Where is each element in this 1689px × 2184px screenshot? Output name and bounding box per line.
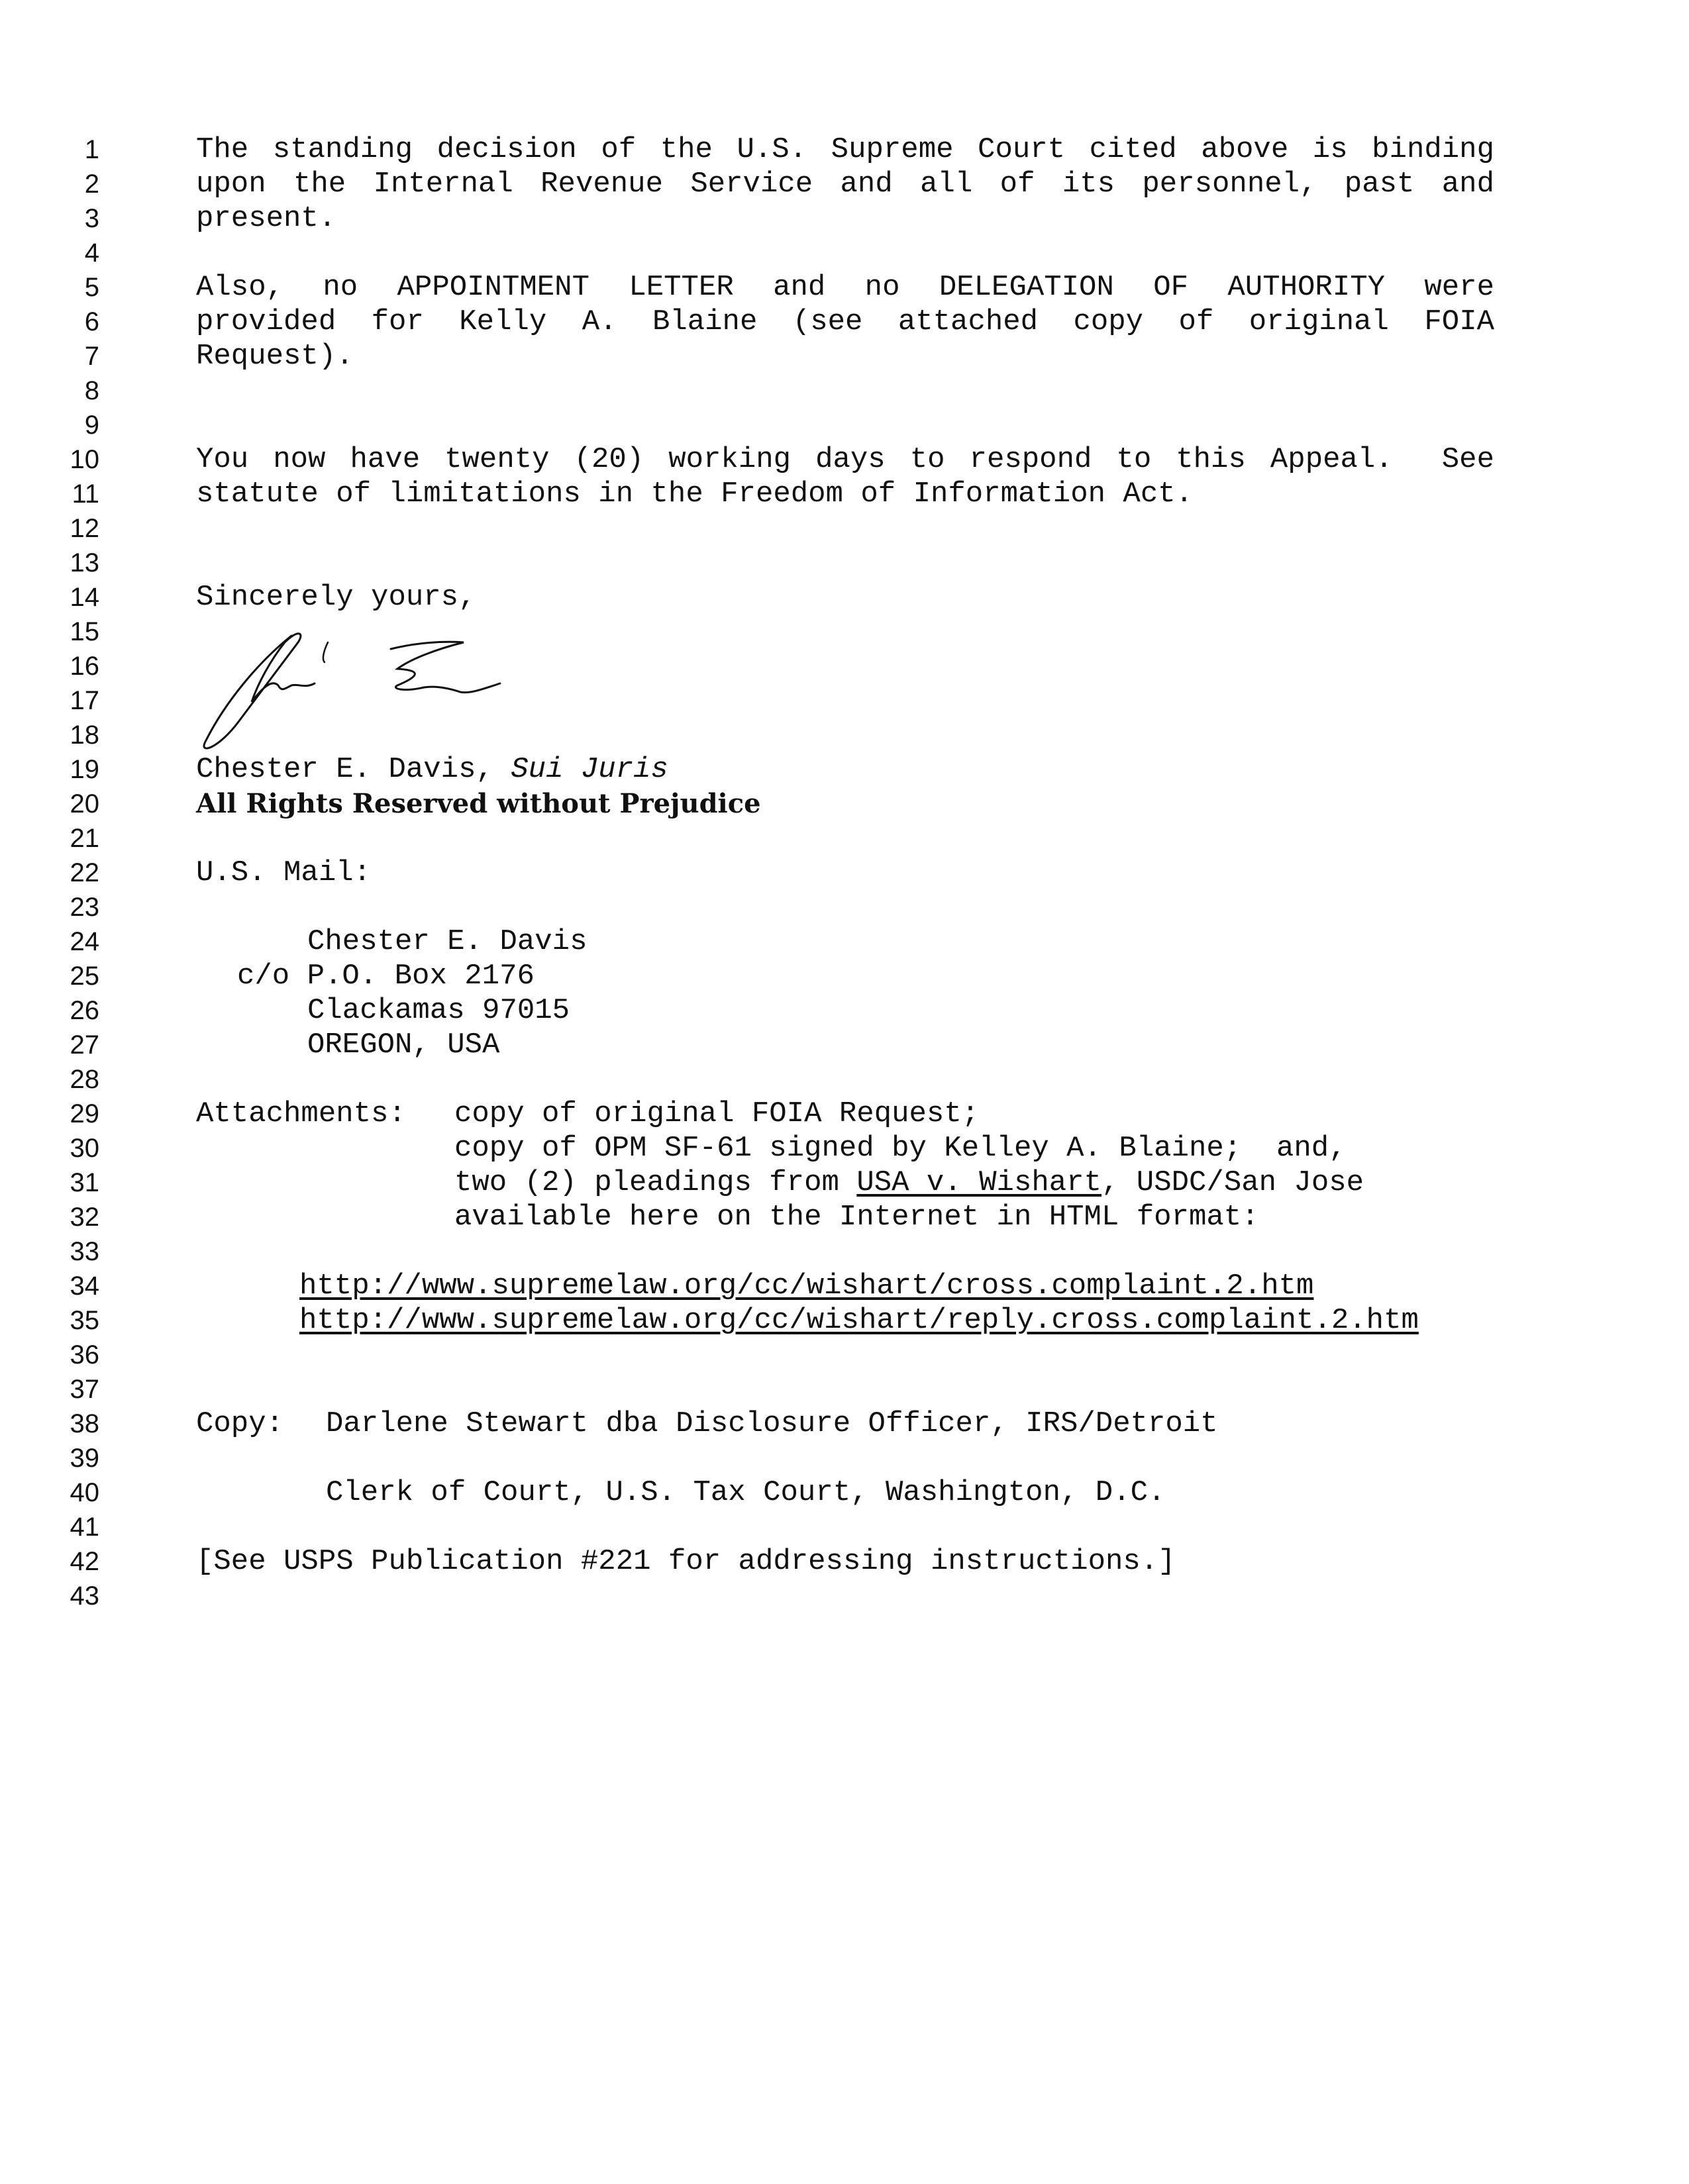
rights-statement: All Rights Reserved without Prejudice xyxy=(196,788,761,819)
line-number: 8 xyxy=(84,376,99,405)
address-name: Chester E. Davis xyxy=(307,925,588,958)
attachment-item-3 xyxy=(454,1166,1364,1200)
copy-recipient-1: Darlene Stewart dba Disclosure Officer, IRS/Detroit xyxy=(326,1407,1218,1440)
line-number: 15 xyxy=(70,617,99,646)
line-number: 12 xyxy=(70,514,99,543)
line-number: 27 xyxy=(70,1030,99,1060)
line-number: 24 xyxy=(70,927,99,956)
line-number: 34 xyxy=(70,1271,99,1301)
line-number: 37 xyxy=(70,1375,99,1404)
case-name: USA v. Wishart xyxy=(856,1166,1101,1199)
line-number: 10 xyxy=(70,445,99,474)
line-number: 14 xyxy=(70,583,99,612)
line-number: 35 xyxy=(70,1306,99,1335)
paragraph-1-line-2: upon the Internal Revenue Service and all of its personnel, past and xyxy=(196,168,1494,201)
line-number: 3 xyxy=(84,204,99,233)
attachments-label: Attachments: xyxy=(196,1097,406,1130)
line-number: 7 xyxy=(84,342,99,371)
signer-name-line xyxy=(196,752,668,787)
line-number: 17 xyxy=(70,686,99,715)
line-number: 2 xyxy=(84,170,99,199)
paragraph-3-line-2: statute of limitations in the Freedom of Information Act. xyxy=(196,477,1194,511)
line-number: 39 xyxy=(70,1444,99,1473)
paragraph-1-line-3: present. xyxy=(196,202,336,235)
attachment-item-3-pre: two (2) pleadings from xyxy=(454,1166,857,1199)
paragraph-2-line-1: Also, no APPOINTMENT LETTER and no DELEGATION OF AUTHORITY were xyxy=(196,271,1494,304)
line-number: 21 xyxy=(70,824,99,853)
line-number: 20 xyxy=(70,789,99,819)
url-link-2[interactable]: http://www.supremelaw.org/cc/wishart/reply.cross.complaint.2.htm xyxy=(299,1304,1419,1337)
signer-status: Sui Juris xyxy=(511,753,668,786)
copy-recipient-2: Clerk of Court, U.S. Tax Court, Washington, D.C. xyxy=(326,1476,1166,1509)
signer-name: Chester E. Davis, xyxy=(196,753,511,786)
line-number: 32 xyxy=(70,1203,99,1232)
attachment-item-3-post: , USDC/San Jose xyxy=(1101,1166,1364,1199)
paragraph-2-line-3: Request). xyxy=(196,340,354,373)
salutation: Sincerely yours, xyxy=(196,581,476,614)
line-number: 5 xyxy=(84,273,99,302)
paragraph-3-line-1: You now have twenty (20) working days to respond to this Appeal. See xyxy=(196,443,1494,476)
attachment-item-4: available here on the Internet in HTML format: xyxy=(454,1201,1259,1234)
line-number: 29 xyxy=(70,1099,99,1128)
line-number: 43 xyxy=(70,1581,99,1611)
line-number: 1 xyxy=(84,135,99,164)
line-number: 22 xyxy=(70,858,99,887)
footer-note: [See USPS Publication #221 for addressing instructions.] xyxy=(196,1545,1176,1578)
line-number: 6 xyxy=(84,307,99,336)
line-number: 33 xyxy=(70,1237,99,1266)
line-number: 42 xyxy=(70,1547,99,1576)
paragraph-2-line-2: provided for Kelly A. Blaine (see attached copy of original FOIA xyxy=(196,305,1494,338)
line-number: 13 xyxy=(70,548,99,577)
line-number: 31 xyxy=(70,1168,99,1197)
line-number: 9 xyxy=(84,411,99,440)
address-state: OREGON, USA xyxy=(307,1028,500,1062)
handwritten-signature xyxy=(199,622,543,755)
attachment-item-1: copy of original FOIA Request; xyxy=(454,1097,980,1130)
line-number: 41 xyxy=(70,1513,99,1542)
line-number: 16 xyxy=(70,652,99,681)
copy-label: Copy: xyxy=(196,1407,284,1440)
attachment-item-2: copy of OPM SF-61 signed by Kelley A. Blaine; and, xyxy=(454,1132,1347,1165)
line-number: 4 xyxy=(84,238,99,268)
address-city: Clackamas 97015 xyxy=(307,994,570,1027)
url-link-1[interactable]: http://www.supremelaw.org/cc/wishart/cross.complaint.2.htm xyxy=(299,1269,1314,1303)
line-number: 38 xyxy=(70,1409,99,1438)
mail-label: U.S. Mail: xyxy=(196,856,372,889)
line-number: 23 xyxy=(70,893,99,922)
paragraph-1-line-1: The standing decision of the U.S. Supreme Court cited above is binding xyxy=(196,133,1494,166)
line-number: 11 xyxy=(72,479,99,509)
line-number: 28 xyxy=(70,1065,99,1094)
line-number: 36 xyxy=(70,1340,99,1369)
line-number: 26 xyxy=(70,996,99,1025)
line-number: 25 xyxy=(70,962,99,991)
line-number: 19 xyxy=(70,755,99,784)
line-number: 18 xyxy=(70,720,99,750)
line-number: 30 xyxy=(70,1134,99,1163)
address-co: c/o P.O. Box 2176 xyxy=(237,960,535,993)
line-number: 40 xyxy=(70,1478,99,1507)
